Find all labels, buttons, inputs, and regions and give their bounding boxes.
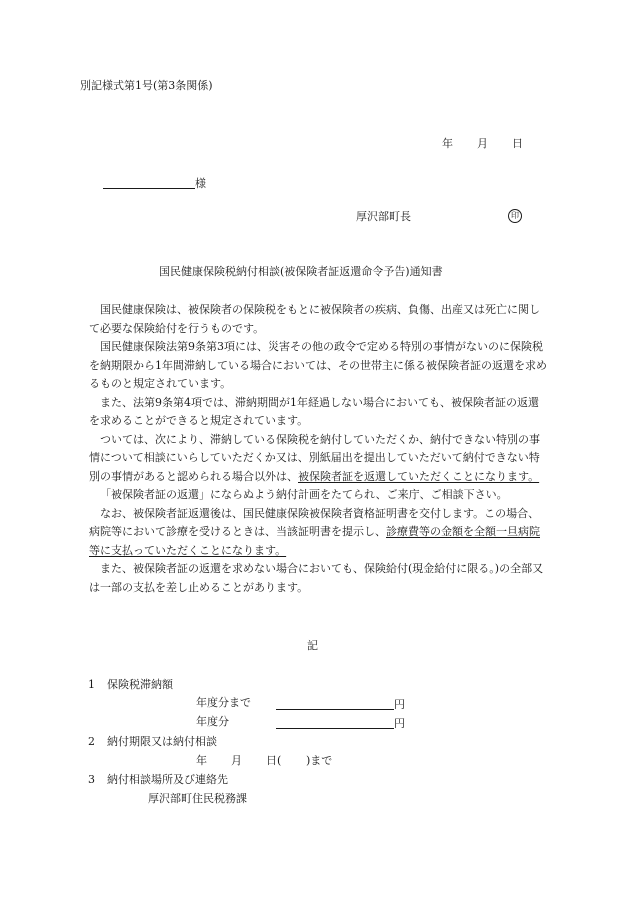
body-text [89, 301, 548, 597]
item-1-label: 保険税滞納額 [107, 678, 173, 691]
item-2-deadline-suffix: )まで [306, 754, 333, 767]
paragraph-6-underlined: 診療費等の金額を全額一旦病院等に支払っていただくことになります。 [89, 525, 540, 557]
addressee-blank [103, 176, 195, 189]
paragraph-1: 国民健康保険は、被保険者の保険税をもとに被保険者の疾病、負傷、出産又は死亡に関して必要な保険給付を行うものです。 [89, 303, 540, 335]
item-2-year: 年 [196, 754, 207, 767]
item-1-row1-amount [276, 697, 405, 710]
item-3-office: 厚沢部町住民税務課 [148, 792, 247, 805]
date-month: 月 [477, 137, 488, 150]
paragraph-4 [89, 431, 548, 487]
ki-heading: 記 [307, 639, 318, 652]
form-reference: 別記様式第1号(第3条関係) [80, 79, 213, 92]
paragraph-6-text: なお、被保険者証返還後は、国民健康保険被保険者資格証明書を交付します。この場合、病院等において診療を受けるときは、当該証明書を提示し、 [89, 506, 540, 538]
item-1-row1-label: 年度分まで [196, 696, 251, 709]
document-title: 国民健康保険税納付相談(被保険者証返還命令予告)通知書 [159, 265, 443, 278]
item-2-label: 納付期限又は納付相談 [107, 735, 217, 748]
item-2-month: 月 [231, 754, 242, 767]
item-3-number: 3 [88, 773, 95, 786]
paragraph-6 [89, 505, 548, 561]
item-3-label: 納付相談場所及び連絡先 [107, 773, 228, 786]
paragraph-4-text: ついては、次により、滞納している保険税を納付していただくか、納付できない特別の事情について相談にいらしていただくか又は、別紙届出を提出していただいて納付できない特別の事情があると認められる場合以外は、 [89, 432, 540, 483]
paragraph-4-underlined: 被保険者証を返還していただくことになります。 [298, 469, 540, 483]
addressee-suffix: 様 [195, 177, 206, 190]
date-year: 年 [442, 137, 453, 150]
seal-icon: 印 [508, 209, 522, 223]
date-day: 日 [512, 137, 523, 150]
seal-mark [508, 209, 522, 223]
item-1-row2-label: 年度分 [196, 715, 229, 728]
paragraph-3: また、法第9条第4項では、滞納期間が1年経過しない場合においても、被保険者証の返還を求めることができると規定されています。 [89, 395, 539, 427]
sender-title: 厚沢部町長 [356, 210, 411, 223]
addressee-line [103, 176, 206, 189]
item-1-row2-amount [276, 716, 405, 729]
item-1-number: 1 [88, 678, 95, 691]
yen-label: 円 [394, 717, 405, 730]
paragraph-2: 国民健康保険法第9条第3項には、災害その他の政令で定める特別の事情がないのに保険税を納期限から1年間滞納している場合においては、その世帯主に係る被保険者証の返還を求めるものと規定されています。 [89, 340, 547, 390]
paragraph-5: 「被保険者証の返還」にならぬよう納付計画をたてられ、ご来庁、ご相談下さい。 [100, 488, 508, 501]
paragraph-7: また、被保険者証の返還を求めない場合においても、保険給付(現金給付に限る。)の全部又は一部の支払を差し止めることがあります。 [89, 562, 544, 594]
yen-label: 円 [394, 698, 405, 711]
amount-blank [276, 716, 394, 729]
item-2-day: 日( [266, 754, 282, 767]
amount-blank [276, 697, 394, 710]
item-2-number: 2 [88, 735, 95, 748]
